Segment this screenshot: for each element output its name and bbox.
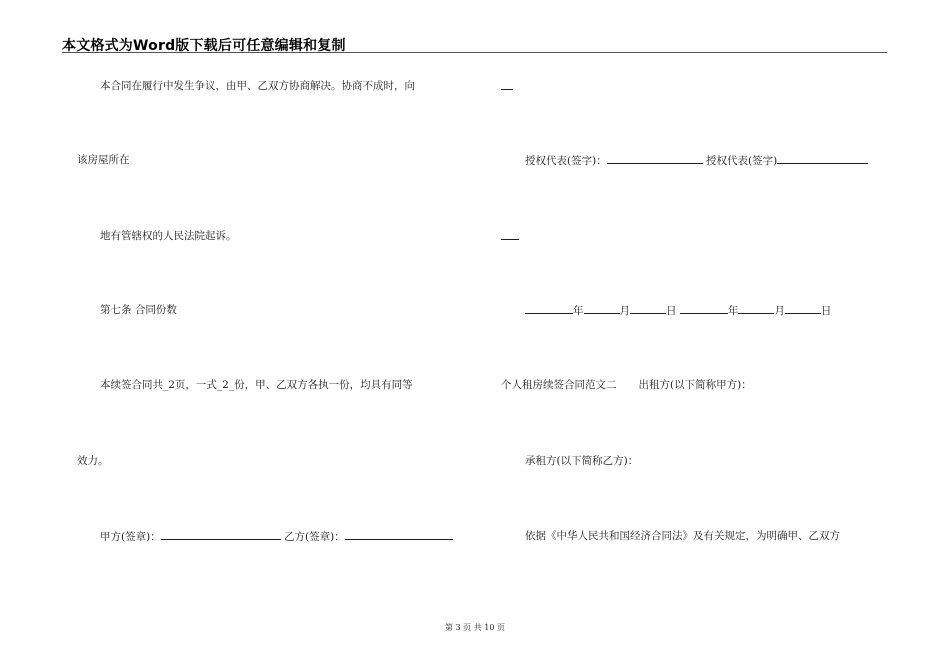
party-b-blank [345, 529, 453, 540]
paragraph-dispute: 本合同在履行中发生争议，由甲、乙双方协商解决。协商不成时，向 [100, 80, 415, 92]
date-line [525, 303, 831, 318]
authorized-reps-line [525, 153, 868, 168]
second-template-line [501, 378, 752, 392]
rep1-label: 授权代表(签字)： [525, 155, 607, 167]
continuation-blank-2 [501, 229, 519, 244]
header-title: 本文格式为Word版下载后可任意编辑和复制 [62, 38, 346, 54]
page-number: 第 3 页 共 10 页 [445, 623, 505, 632]
paragraph-effect: 效力。 [77, 455, 109, 467]
paragraph-location: 该房屋所在 [77, 154, 130, 166]
paragraph-copies: 本续签合同共_2页，一式_2_份，甲、乙双方各执一份，均具有同等 [100, 379, 413, 391]
year1-blank [525, 303, 573, 314]
day2-label: 日 [820, 305, 832, 317]
year2-blank [680, 303, 728, 314]
month2-label: 月 [774, 305, 785, 317]
month2-blank [738, 303, 774, 314]
party-a-blank [161, 529, 281, 540]
month1-label: 月 [619, 305, 630, 317]
party-a-label: 甲方(签章)： [100, 531, 161, 543]
day1-label: 日 [666, 305, 677, 317]
party-b-label: 乙方(签章)： [284, 531, 345, 543]
lessee-label: 承租方(以下简称乙方)： [525, 455, 639, 467]
day2-blank [785, 303, 821, 314]
rep2-label: 授权代表(签字) [706, 155, 778, 167]
day1-blank [630, 303, 666, 314]
signature-line-parties [100, 529, 453, 544]
lessor-label: 出租方(以下简称甲方)： [638, 379, 752, 391]
article-seven-heading: 第七条 合同份数 [100, 304, 177, 316]
paragraph-court: 地有管辖权的人民法院起诉。 [100, 230, 237, 242]
rep1-blank [607, 153, 703, 164]
year1-label: 年 [573, 305, 584, 317]
header-rule [62, 52, 887, 53]
continuation-blank-1 [501, 79, 513, 94]
paragraph-basis: 依据《中华人民共和国经济合同法》及有关规定，为明确甲、乙双方 [525, 530, 840, 542]
year2-label: 年 [727, 305, 739, 317]
second-template-title: 个人租房续签合同范文二 [501, 379, 617, 391]
month1-blank [584, 303, 620, 314]
rep2-blank [777, 153, 868, 164]
